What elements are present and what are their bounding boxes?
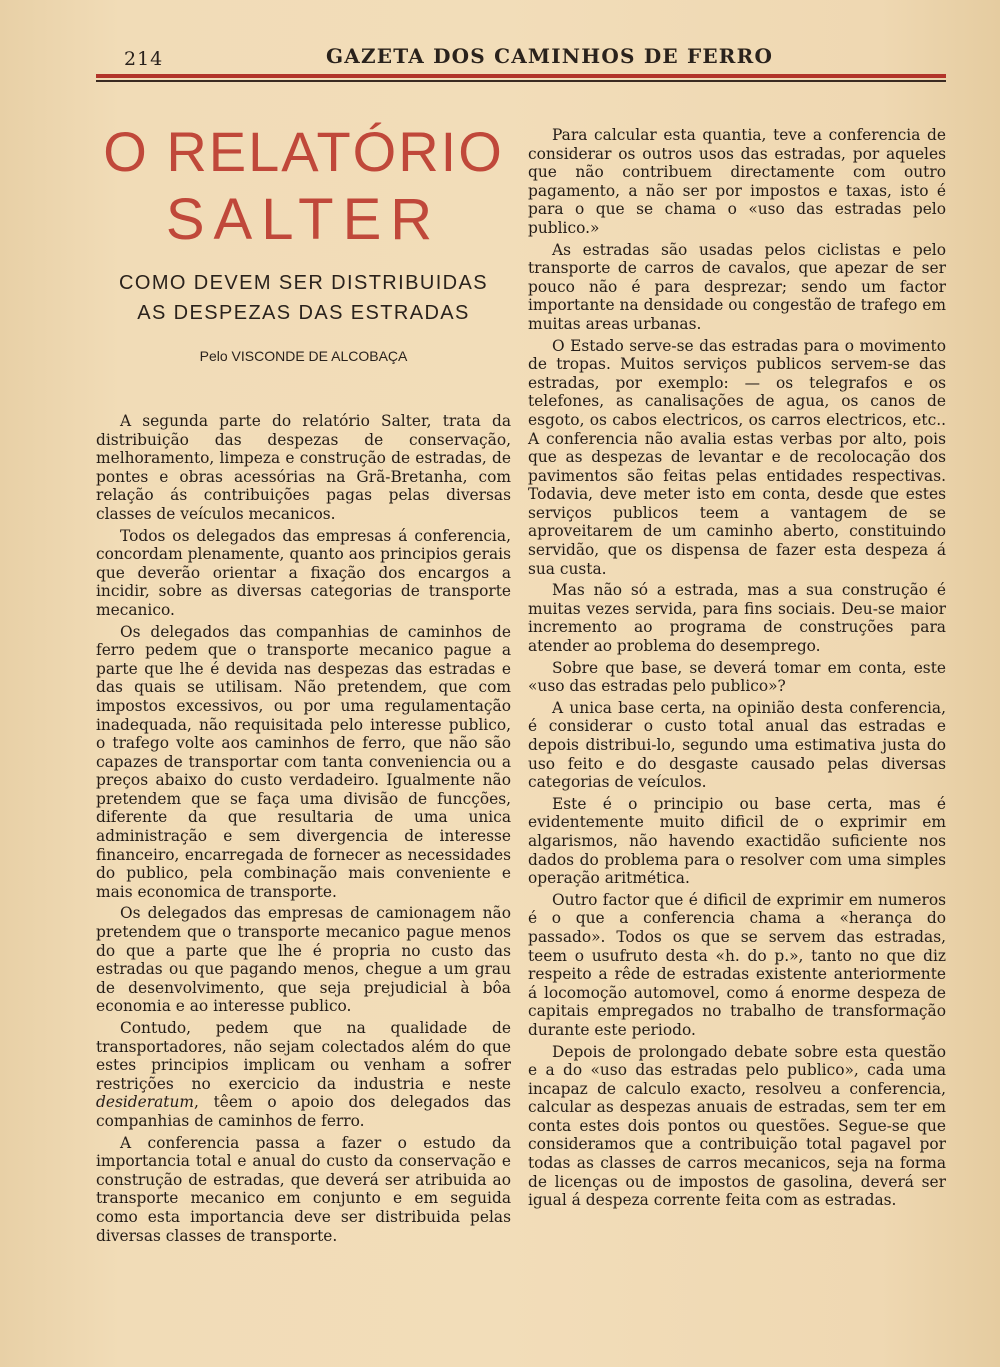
right-column-body xyxy=(528,126,946,1213)
paragraph: O Estado serve-se das estradas para o movimento de tropas. Muitos serviços publicos servem-se das estradas, por exemplo: — os telegrafos e os telefones, as canalisações de agua, os canos de esgoto, os cabos electricos, os carros electricos, etc.. A conferencia não avalia estas verbas por alto, pois que as despezas de levantar e de recolocação dos pavimentos são feitas pelas entidades respectivas. Todavia, deve meter isto em conta, desde que estes serviços publicos teem a vantagem de se aproveitarem de um caminho aberto, constituindo servidão, que os dispensa de fazer esta despeza á sua custa. xyxy=(528,336,946,578)
paragraph: A unica base certa, na opinião desta conferencia, é considerar o custo total anual das estradas e depois distribui-lo, segundo uma estimativa justa do uso feito e do desgaste causado pelas diversas categorias de veículos. xyxy=(528,698,946,792)
page-number: 214 xyxy=(124,48,164,70)
header-rule-dark xyxy=(96,80,946,82)
paragraph: Outro factor que é dificil de exprimir em numeros é o que a conferencia chama a «herança do passado». Todos os que se servem das estradas, teem o usufruto desta «h. do p.», tanto no que diz respeito a rêde de estradas existente anteriormente á locomoção automovel, como á enorme despeza de capitais empregados no trabalho de transformação durante este periodo. xyxy=(528,890,946,1039)
article-subtitle-line2: AS DESPEZAS DAS ESTRADAS xyxy=(137,302,470,324)
article-subtitle-line1: COMO DEVEM SER DISTRIBUIDAS xyxy=(119,272,488,294)
paragraph: Os delegados das companhias de caminhos de ferro pedem que o transporte mecanico pague a parte que lhe é devida nas despezas das estradas e das quais se utilisam. Não pretendem, que com impostos excessivos, ou por uma regulamentação inadequada, não requisitada pelo interesse publico, o trafego volte aos caminhos de ferro, que não são capazes de transportar com tanta conveniencia ou a preços abaixo do custo verdadeiro. Igualmente não pretendem que se faça uma divisão de funcções, diferente da que resultaria de uma unica administração e sem divergencia de interesse financeiro, encarregada de fornecer as necessidades do publico, pela combinação mais conveniente e mais economica de transporte. xyxy=(96,622,511,901)
paragraph: A conferencia passa a fazer o estudo da importancia total e anual do custo da conservação e construção de estradas, que deverá ser atribuida ao transporte mecanico em conjunto e em seguida como esta importancia deve ser distribuida pelas diversas classes de transporte. xyxy=(96,1133,511,1245)
paragraph: Este é o principio ou base certa, mas é evidentemente muito dificil de o exprimir em algarismos, não havendo exactidão suficiente nos dados do problema para o resolver com uma simples operação aritmética. xyxy=(528,794,946,888)
left-column-body xyxy=(96,412,511,1248)
paragraph-text: Contudo, pedem que na qualidade de transportadores, não sejam colectados além do que estes principios implicam ou venham a sofrer restrições no exercicio da industria e neste xyxy=(96,1019,511,1093)
article-title-line2: SALTER xyxy=(165,187,442,252)
paragraph: Sobre que base, se deverá tomar em conta, este «uso das estradas pelo publico»? xyxy=(528,658,946,696)
paragraph xyxy=(96,1019,511,1131)
header-rule-red xyxy=(96,74,946,78)
paragraph-italic: desideratum xyxy=(96,1093,194,1112)
paragraph: Para calcular esta quantia, teve a conferencia de considerar os outros usos das estradas, por aqueles que não contribuem directamente com outro pagamento, a não ser por impostos e taxas, isto é para o que se chama o «uso das estradas pelo publico.» xyxy=(528,126,946,237)
paragraph: Todos os delegados das empresas á conferencia, concordam plenamente, quanto aos principios gerais que deverão orientar a fixação dos encargos a incidir, sobre as diversas categorias de transporte mecanico. xyxy=(96,526,511,619)
paragraph-text: , têem o apoio dos delegados das companhias de caminhos de ferro. xyxy=(96,1093,511,1130)
paragraph: A segunda parte do relatório Salter, trata da distribuição das despezas de conservação, melhoramento, limpeza e construção de estradas, de pontes e obras acessórias na Grã-Bretanha, com relação ás contribuições pagas pelas diversas classes de veículos mecanicos. xyxy=(96,412,511,523)
article-title-line1: O RELATÓRIO xyxy=(103,120,504,183)
journal-title: GAZETA DOS CAMINHOS DE FERRO xyxy=(326,44,774,68)
paragraph: Mas não só a estrada, mas a sua construção é muitas vezes servida, para fins sociais. Deu-se maior incremento ao programa de construções para atender ao problema do desemprego. xyxy=(528,581,946,656)
paragraph: As estradas são usadas pelos ciclistas e pelo transporte de carros de cavalos, que apezar de ser pouco não é para desprezar; sendo um factor importante na densidade ou congestão de trafego em muitas areas urbanas. xyxy=(528,240,946,333)
article-byline: Pelo VISCONDE DE ALCOBAÇA xyxy=(199,348,408,364)
paragraph: Depois de prolongado debate sobre esta questão e a do «uso das estradas pelo publico», cada uma incapaz de calculo exacto, resolveu a conferencia, calcular as despezas anuais de estradas, sem ter em conta estes dois pontos ou questões. Segue-se que consideramos que a contribuição total pagavel por todas as classes de carros mecanicos, seja na forma de licenças ou de impostos de gasolina, deverá ser igual á despeza corrente feita com as estradas. xyxy=(528,1042,946,1210)
article-subtitle xyxy=(96,268,511,328)
paragraph: Os delegados das empresas de camionagem não pretendem que o transporte mecanico pague menos do que a parte que lhe é propria no custo das estradas ou que pagando menos, chegue a um grau de desenvolvimento, que seja prejudicial à bôa economia e ao interesse publico. xyxy=(96,904,511,1016)
